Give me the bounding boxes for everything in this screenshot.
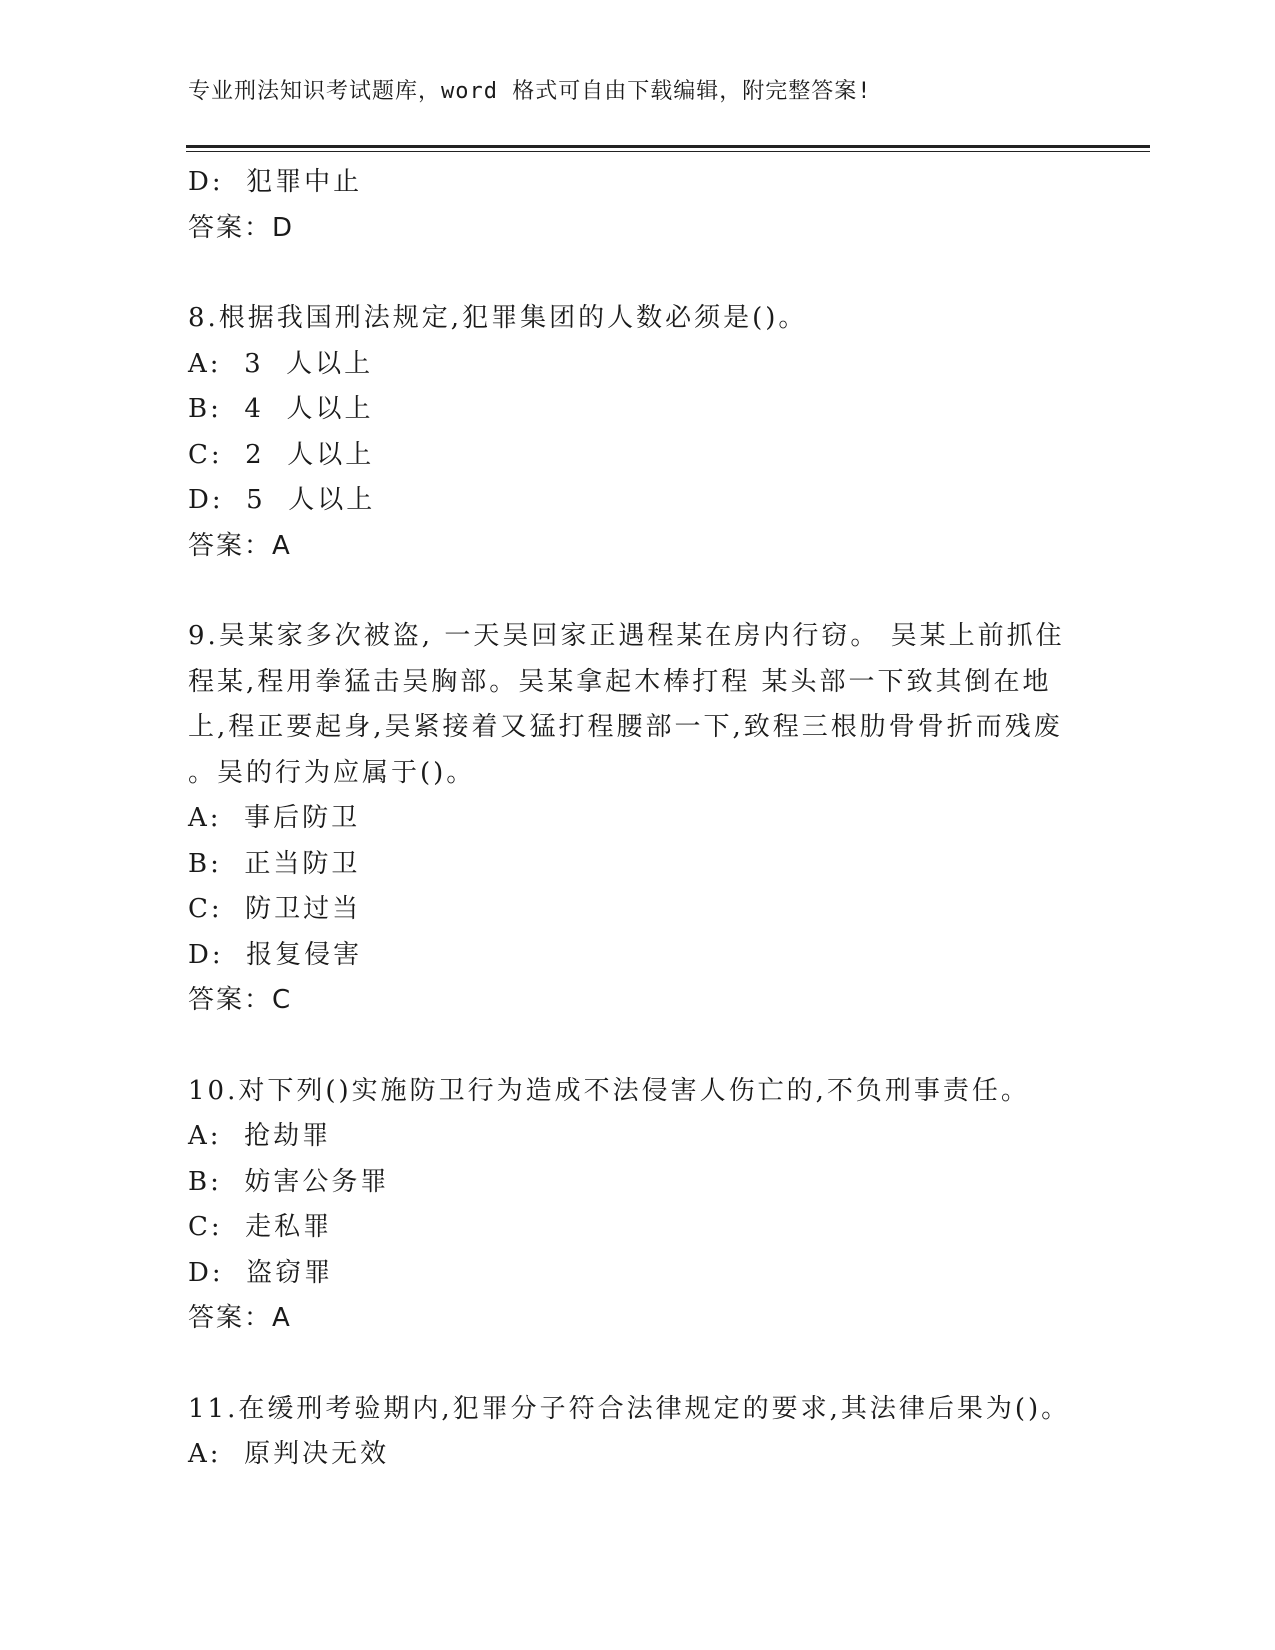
answer-line: 答案：D — [188, 212, 295, 243]
option-d: D: 盗窃罪 — [188, 1257, 334, 1288]
answer-line: 答案：A — [188, 1303, 292, 1333]
question-stem-line: 。吴的行为应属于()。 — [188, 757, 476, 788]
option-a: A: 事后防卫 — [188, 803, 361, 833]
option-c: C: 走私罪 — [188, 1212, 333, 1242]
option-d: D: 报复侵害 — [188, 939, 363, 970]
question-stem: 11.在缓刑考验期内,犯罪分子符合法律规定的要求,其法律后果为()。 — [188, 1393, 1071, 1424]
option-a: A: 3 人以上 — [188, 348, 374, 379]
option-b: B: 4 人以上 — [188, 394, 374, 424]
question-stem-line: 程某,程用拳猛击吴胸部。吴某拿起木棒打程 某头部一下致其倒在地 — [188, 666, 1052, 697]
question-content — [188, 160, 1088, 1478]
question-9 — [188, 614, 1088, 1024]
question-stem: 10.对下列()实施防卫行为造成不法侵害人伤亡的,不负刑事责任。 — [188, 1075, 1030, 1106]
question-10 — [188, 1069, 1088, 1342]
option-b: B: 正当防卫 — [188, 848, 361, 879]
document-header: 专业刑法知识考试题库，word 格式可自由下载编辑，附完整答案! — [188, 79, 872, 104]
option-c: C: 2 人以上 — [188, 439, 375, 470]
question-stem-line: 上,程正要起身,吴紧接着又猛打程腰部一下,致程三根肋骨骨折而残废 — [188, 712, 1063, 742]
answer-line: 答案：A — [188, 530, 292, 561]
option-c: C: 防卫过当 — [188, 894, 362, 924]
option-b: B: 妨害公务罪 — [188, 1166, 390, 1197]
header-divider-thin — [186, 151, 1150, 152]
question-stem-line: 9.吴某家多次被盗, 一天吴回家正遇程某在房内行窃。 吴某上前抓住 — [188, 621, 1065, 651]
option-a: A: 抢劫罪 — [188, 1121, 332, 1151]
question-8 — [188, 296, 1088, 569]
option-a: A: 原判决无效 — [188, 1439, 390, 1469]
option-d: D: 犯罪中止 — [188, 167, 363, 197]
question-11 — [188, 1387, 1088, 1478]
question-stem: 8.根据我国刑法规定,犯罪集团的人数必须是()。 — [188, 303, 808, 333]
answer-line: 答案：C — [188, 985, 293, 1015]
header-divider-thick — [186, 145, 1150, 148]
option-d: D: 5 人以上 — [188, 485, 376, 515]
